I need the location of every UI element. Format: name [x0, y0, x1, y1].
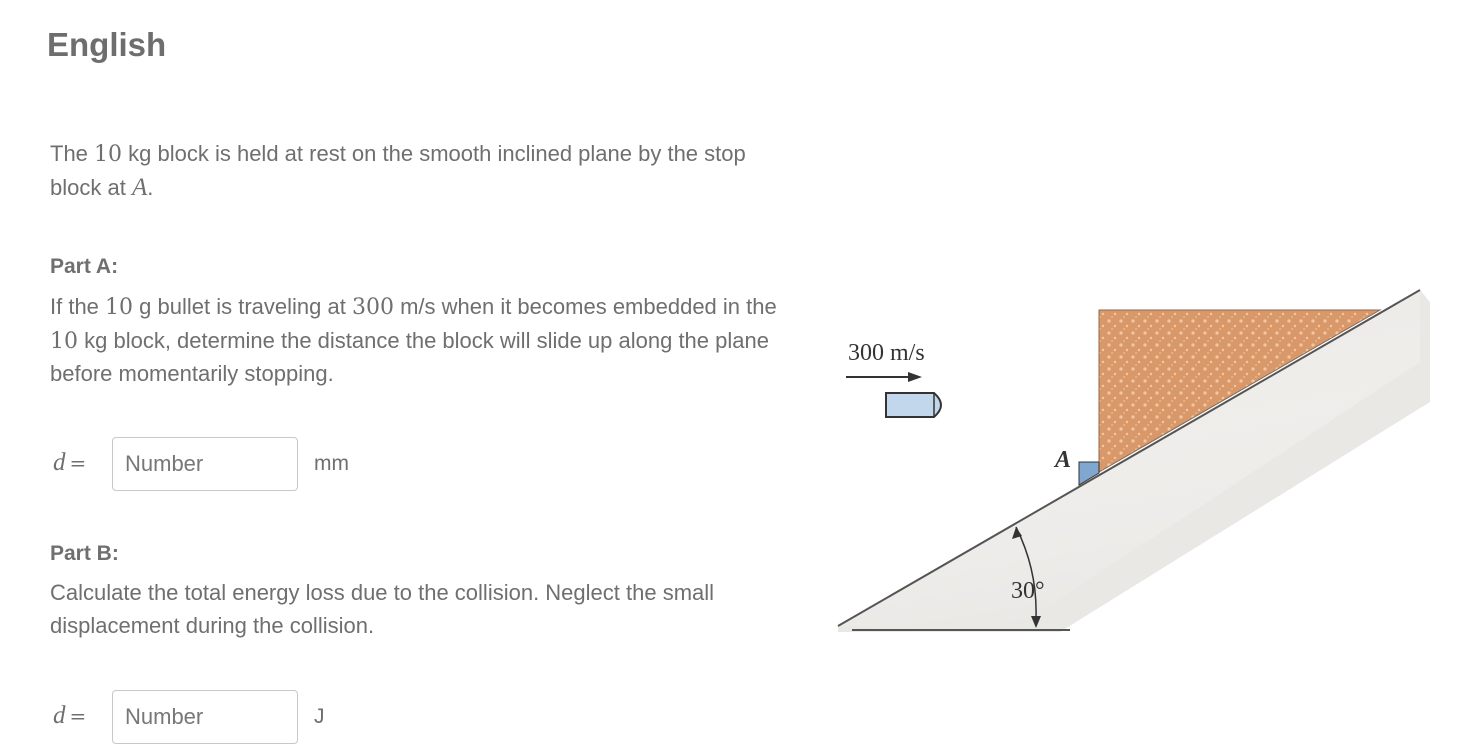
answer-variable-label [53, 449, 86, 477]
speed-value: 300 [351, 295, 394, 320]
question-text: m/s when it becomes embedded in the [393, 294, 777, 319]
angle-label: 30° [1011, 578, 1045, 604]
unit-label: J [314, 705, 325, 728]
intro-text: The [50, 141, 95, 166]
arrow-head-icon [908, 372, 922, 382]
incline-diagram [830, 282, 1430, 642]
bullet-mass-value: 10 [105, 295, 134, 320]
variable-symbol: d [53, 449, 66, 476]
part-b-number-input[interactable] [112, 690, 298, 744]
question-text: g bullet is traveling at [133, 294, 352, 319]
speed-label: 300 m/s [848, 340, 925, 366]
question-text: If the [50, 294, 106, 319]
part-a-number-input[interactable] [112, 437, 298, 491]
question-text: kg block, determine the distance the block will slide up along the plane before momentarily stopping. [50, 327, 769, 386]
block-mass-value: 10 [50, 328, 78, 354]
part-b-question: Calculate the total energy loss due to the collision. Neglect the small displacement during the collision. [50, 580, 715, 638]
block-mass-value: 10 [94, 142, 123, 167]
intro-text: kg block is held at rest on the smooth inclined plane by the stop block at [50, 141, 746, 200]
part-b-title: Part B: [50, 542, 119, 565]
equals-sign: = [69, 451, 87, 475]
part-a-question [50, 291, 790, 391]
part-a-title: Part A: [50, 255, 119, 278]
equals-sign: = [69, 704, 87, 728]
unit-label: mm [314, 452, 349, 475]
intro-text: . [147, 174, 154, 200]
bullet [886, 393, 941, 417]
page-title: English [47, 26, 167, 63]
problem-statement [50, 138, 790, 204]
point-a-symbol: A [131, 173, 148, 201]
point-a-label: A [1055, 447, 1072, 473]
variable-symbol: d [53, 702, 66, 729]
answer-variable-label [53, 702, 86, 730]
